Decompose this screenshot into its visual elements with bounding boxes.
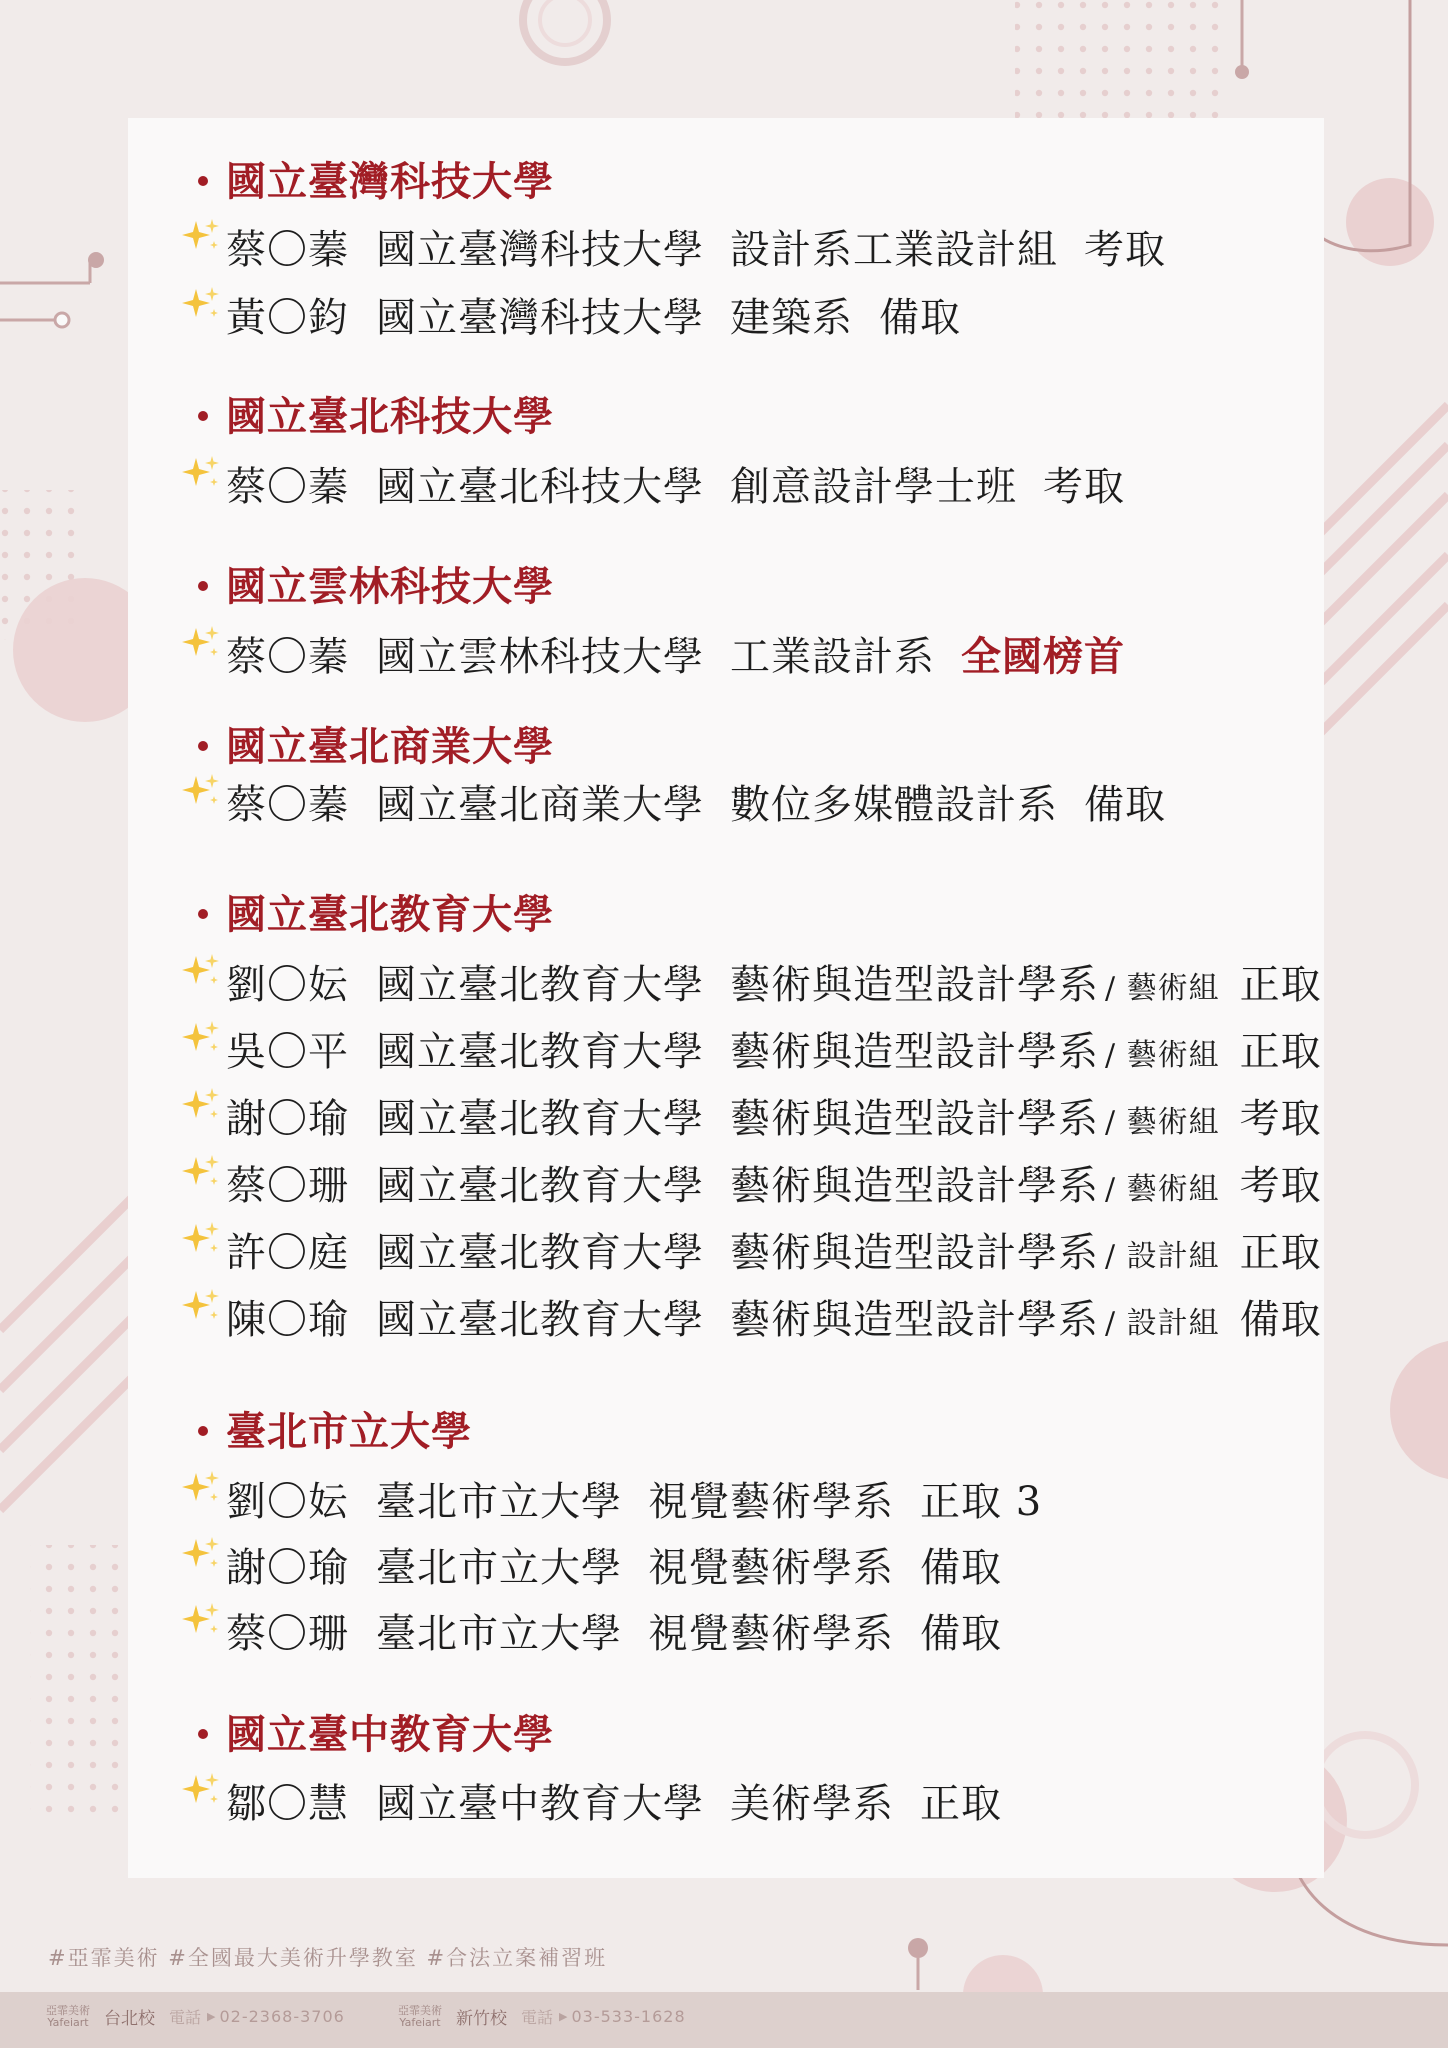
admission-result: 正取 [1239,962,1322,1008]
department-group: / 藝術組 [1105,1038,1220,1073]
bullet-dot-icon [198,1729,208,1739]
brand-logo: 亞霏美術 Yafeiart [398,2003,442,2029]
department-name: 藝術與造型設計學系 [730,1297,1099,1343]
bullet-dot-icon [198,1426,208,1436]
campus-name: 新竹校 [456,2009,507,2029]
section-heading [198,385,554,442]
admission-result: 考取 [1084,227,1166,273]
school-name: 國立雲林科技大學 [376,634,704,680]
section-title: 國立臺北科技大學 [226,393,554,440]
student-name: 蔡〇蓁 [226,464,349,510]
school-name: 國立臺北教育大學 [376,1163,704,1209]
student-name: 蔡〇蓁 [226,227,349,273]
student-name: 蔡〇蓁 [226,634,349,680]
footer-contact-bar [0,1992,1448,2048]
sparkles-icon [182,1220,226,1270]
department-group: / 藝術組 [1105,1105,1220,1140]
department-name: 視覺藝術學系 [648,1545,894,1591]
list-item [182,1470,1042,1527]
list-item [182,773,1166,830]
list-item [182,1772,1002,1829]
school-name: 國立臺灣科技大學 [376,295,704,341]
department-name: 設計系工業設計組 [730,227,1058,273]
sparkles-icon [182,1535,226,1585]
student-name: 劉〇妘 [226,1479,349,1525]
department-name: 藝術與造型設計學系 [730,1230,1099,1276]
list-item [182,1288,1322,1345]
section-heading [198,555,554,612]
department-name: 藝術與造型設計學系 [730,1096,1099,1142]
school-name: 臺北市立大學 [376,1479,622,1525]
admission-result: 正取 [1239,1029,1322,1075]
admission-result: 正取 [1239,1230,1322,1276]
student-name: 蔡〇珊 [226,1163,349,1209]
sparkles-icon [182,1019,226,1069]
school-name: 國立臺北教育大學 [376,1297,704,1343]
list-item [182,625,1125,682]
student-name: 謝〇瑜 [226,1545,349,1591]
section-title: 國立臺北商業大學 [226,723,554,770]
campus-name: 台北校 [104,2009,155,2029]
department-name: 美術學系 [730,1781,894,1827]
section-heading [198,883,554,940]
list-item [182,1536,1002,1593]
sparkles-icon [182,772,226,822]
school-name: 國立臺北教育大學 [376,1029,704,1075]
school-name: 國立臺北教育大學 [376,1230,704,1276]
section-title: 國立臺灣科技大學 [226,158,554,205]
bullet-dot-icon [198,909,208,919]
section-title: 國立臺北教育大學 [226,891,554,938]
department-group: / 設計組 [1105,1239,1220,1274]
arrow-right-icon: ▶ [207,2010,216,2023]
department-name: 數位多媒體設計系 [730,782,1058,828]
student-name: 陳〇瑜 [226,1297,349,1343]
department-name: 視覺藝術學系 [648,1479,894,1525]
bullet-dot-icon [198,176,208,186]
department-name: 工業設計系 [730,634,935,680]
department-name: 視覺藝術學系 [648,1611,894,1657]
list-item [182,1154,1322,1211]
admission-result: 備取 [1239,1297,1322,1343]
student-name: 謝〇瑜 [226,1096,349,1142]
tel-label: 電話 [169,2008,202,2027]
sparkles-icon [182,454,226,504]
student-name: 劉〇妘 [226,962,349,1008]
admission-result: 正取 3 [920,1479,1043,1525]
student-name: 蔡〇蓁 [226,782,349,828]
section-heading [198,1400,472,1457]
list-item [182,1221,1322,1278]
department-group: / 藝術組 [1105,1172,1220,1207]
bullet-dot-icon [198,741,208,751]
school-name: 國立臺灣科技大學 [376,227,704,273]
bullet-dot-icon [198,411,208,421]
department-group: / 藝術組 [1105,971,1220,1006]
sparkles-icon [182,1287,226,1337]
admission-result: 備取 [879,295,961,341]
school-name: 國立臺北科技大學 [376,464,704,510]
admission-result: 考取 [1239,1163,1322,1209]
school-name: 國立臺北商業大學 [376,782,704,828]
list-item [182,286,961,343]
footer-hashtags: #亞霏美術 #全國最大美術升學教室 #合法立案補習班 [48,1946,608,1970]
admission-result: 全國榜首 [961,633,1125,680]
footer-campus-taipei [46,2004,345,2029]
brand-logo: 亞霏美術 Yafeiart [46,2003,90,2029]
department-group: / 設計組 [1105,1306,1220,1341]
school-name: 國立臺中教育大學 [376,1781,704,1827]
tel-label: 電話 [521,2008,554,2027]
department-name: 藝術與造型設計學系 [730,1029,1099,1075]
footer-campus-hsinchu [398,2004,686,2029]
student-name: 鄒〇慧 [226,1781,349,1827]
school-name: 臺北市立大學 [376,1611,622,1657]
bullet-dot-icon [198,581,208,591]
campus-phone[interactable]: 02-2368-3706 [219,2007,345,2026]
student-name: 吳〇平 [226,1029,349,1075]
student-name: 許〇庭 [226,1230,349,1276]
sparkles-icon [182,1601,226,1651]
department-name: 藝術與造型設計學系 [730,1163,1099,1209]
section-title: 國立臺中教育大學 [226,1711,554,1758]
admission-result: 正取 [920,1781,1002,1827]
department-name: 建築系 [730,295,853,341]
list-item [182,1602,1002,1659]
sparkles-icon [182,952,226,1002]
school-name: 國立臺北教育大學 [376,962,704,1008]
admission-result: 考取 [1239,1096,1322,1142]
section-heading [198,715,554,772]
section-title: 臺北市立大學 [226,1408,472,1455]
sparkles-icon [182,217,226,267]
sparkles-icon [182,624,226,674]
list-item [182,1087,1322,1144]
student-name: 黃〇鈞 [226,295,349,341]
list-item [182,953,1322,1010]
student-name: 蔡〇珊 [226,1611,349,1657]
school-name: 臺北市立大學 [376,1545,622,1591]
arrow-right-icon: ▶ [559,2010,568,2023]
admission-result: 備取 [920,1545,1002,1591]
admission-result: 考取 [1043,464,1125,510]
section-title: 國立雲林科技大學 [226,563,554,610]
sparkles-icon [182,1153,226,1203]
sparkles-icon [182,1086,226,1136]
sparkles-icon [182,1771,226,1821]
department-name: 創意設計學士班 [730,464,1017,510]
sparkles-icon [182,285,226,335]
school-name: 國立臺北教育大學 [376,1096,704,1142]
sparkles-icon [182,1469,226,1519]
campus-phone[interactable]: 03-533-1628 [571,2007,686,2026]
section-heading [198,1703,554,1760]
admission-result: 備取 [1084,782,1166,828]
admission-result: 備取 [920,1611,1002,1657]
list-item [182,1020,1322,1077]
department-name: 藝術與造型設計學系 [730,962,1099,1008]
list-item [182,455,1125,512]
list-item [182,218,1166,275]
section-heading [198,150,554,207]
